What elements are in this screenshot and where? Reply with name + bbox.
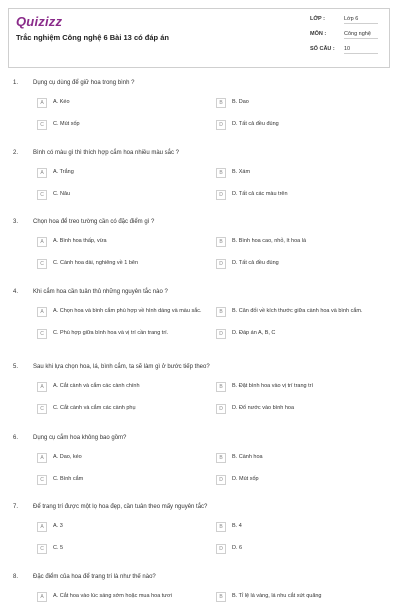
option-letter-box: B [216,592,226,602]
option-letter-box: D [216,329,226,339]
option-letter-box: C [37,190,47,200]
quizizz-logo: Quizizz [16,14,63,29]
option-text: B. Cân đối về kích thước giữa cành hoa và bình cắm. [232,308,363,314]
option-letter-box: A [37,307,47,317]
option-letter-box: C [37,329,47,339]
meta-label: SỐ CÂU : [310,46,335,52]
option-text: D. Đáp án A, B, C [232,330,276,336]
option-text: A. 3 [53,523,63,529]
question-number: 8. [13,574,19,580]
meta-value: Lớp 6 [344,16,378,24]
option-letter-box: A [37,237,47,247]
question-text: Để trang trí được một lọ hoa đẹp, cần tuân theo mấy nguyên tắc? [33,504,208,510]
option-text: B. Đặt bình hoa vào vị trí trang trí [232,383,314,389]
option-letter-box: D [216,475,226,485]
option-letter-box: D [216,190,226,200]
option-text: C. Cành hoa dài, nghiêng về 1 bên [53,260,139,266]
option-letter-box: D [216,120,226,130]
option-letter-box: A [37,522,47,532]
option-letter-box: A [37,382,47,392]
option-text: C. Bình cắm [53,476,84,482]
option-text: A. Bình hoa thấp, vừa [53,238,107,244]
option-text: A. Chọn hoa và bình cắm phù hợp về hình dáng và màu sắc. [53,308,202,314]
option-text: A. Trắng [53,169,74,175]
option-text: D. Tất cả đều đúng [232,260,279,266]
question-number: 5. [13,364,19,370]
option-text: A. Cắt hoa vào lúc sáng sớm hoặc mua hoa tươi [53,593,172,599]
option-letter-box: C [37,259,47,269]
option-text: B. Tỉ lệ lá vàng, lá nhu cắt xứt quãng [232,593,322,599]
option-letter-box: C [37,475,47,485]
question-text: Chọn hoa để treo tường cần có đặc điểm gì ? [33,219,155,225]
question-number: 3. [13,219,19,225]
option-text: D. 6 [232,545,243,551]
meta-value: 10 [344,46,378,54]
option-text: B. Bình hoa cao, nhỏ, ít hoa lá [232,238,306,244]
option-text: D. Tất cả đều đúng [232,121,279,127]
option-text: C. Phù hợp giữa bình hoa và vị trí cần trang trí. [53,330,169,336]
option-letter-box: B [216,307,226,317]
option-letter-box: B [216,453,226,463]
meta-label: LỚP : [310,16,325,22]
question-text: Khi cắm hoa cần tuân thủ những nguyên tắc nào ? [33,289,168,295]
option-text: B. 4 [232,523,242,529]
option-letter-box: B [216,168,226,178]
question-number: 2. [13,150,19,156]
option-letter-box: A [37,98,47,108]
question-number: 1. [13,80,19,86]
option-letter-box: C [37,404,47,414]
option-text: A. Dao, kéo [53,454,82,460]
option-letter-box: B [216,237,226,247]
option-text: D. Tất cả các màu trên [232,191,288,197]
option-text: B. Cành hoa [232,454,263,460]
option-text: C. 5 [53,545,64,551]
option-letter-box: B [216,522,226,532]
option-letter-box: C [37,120,47,130]
question-text: Dụng cụ cắm hoa không bao gồm? [33,435,127,441]
meta-value: Công nghệ [344,31,378,39]
worksheet-title: Trắc nghiệm Công nghệ 6 Bài 13 có đáp án [16,33,169,42]
option-letter-box: B [216,98,226,108]
question-number: 6. [13,435,19,441]
option-letter-box: D [216,404,226,414]
option-text: D. Đổ nước vào bình hoa [232,405,295,411]
option-letter-box: C [37,544,47,554]
question-text: Sau khi lựa chọn hoa, lá, bình cắm, ta sẽ làm gì ở bước tiếp theo? [33,364,210,370]
option-letter-box: D [216,259,226,269]
question-text: Bình có màu gì thì thích hợp cắm hoa nhiều màu sắc ? [33,150,180,156]
question-text: Dụng cụ dùng để giữ hoa trong bình ? [33,80,135,86]
option-text: A. Cắt cành và cắm các cành chính [53,383,140,389]
option-text: A. Kéo [53,99,70,105]
option-text: C. Nâu [53,191,71,197]
question-number: 4. [13,289,19,295]
question-text: Đặc điểm của hoa để trang trí là như thế nào? [33,574,156,580]
option-letter-box: A [37,453,47,463]
question-number: 7. [13,504,19,510]
option-letter-box: D [216,544,226,554]
meta-label: MÔN : [310,31,327,37]
option-text: C. Mút xốp [53,121,80,127]
option-letter-box: A [37,592,47,602]
option-letter-box: A [37,168,47,178]
option-text: B. Dao [232,99,249,105]
option-text: C. Cắt cành và cắm các cành phụ [53,405,136,411]
option-letter-box: B [216,382,226,392]
option-text: D. Mút xốp [232,476,259,482]
option-text: B. Xám [232,169,251,175]
